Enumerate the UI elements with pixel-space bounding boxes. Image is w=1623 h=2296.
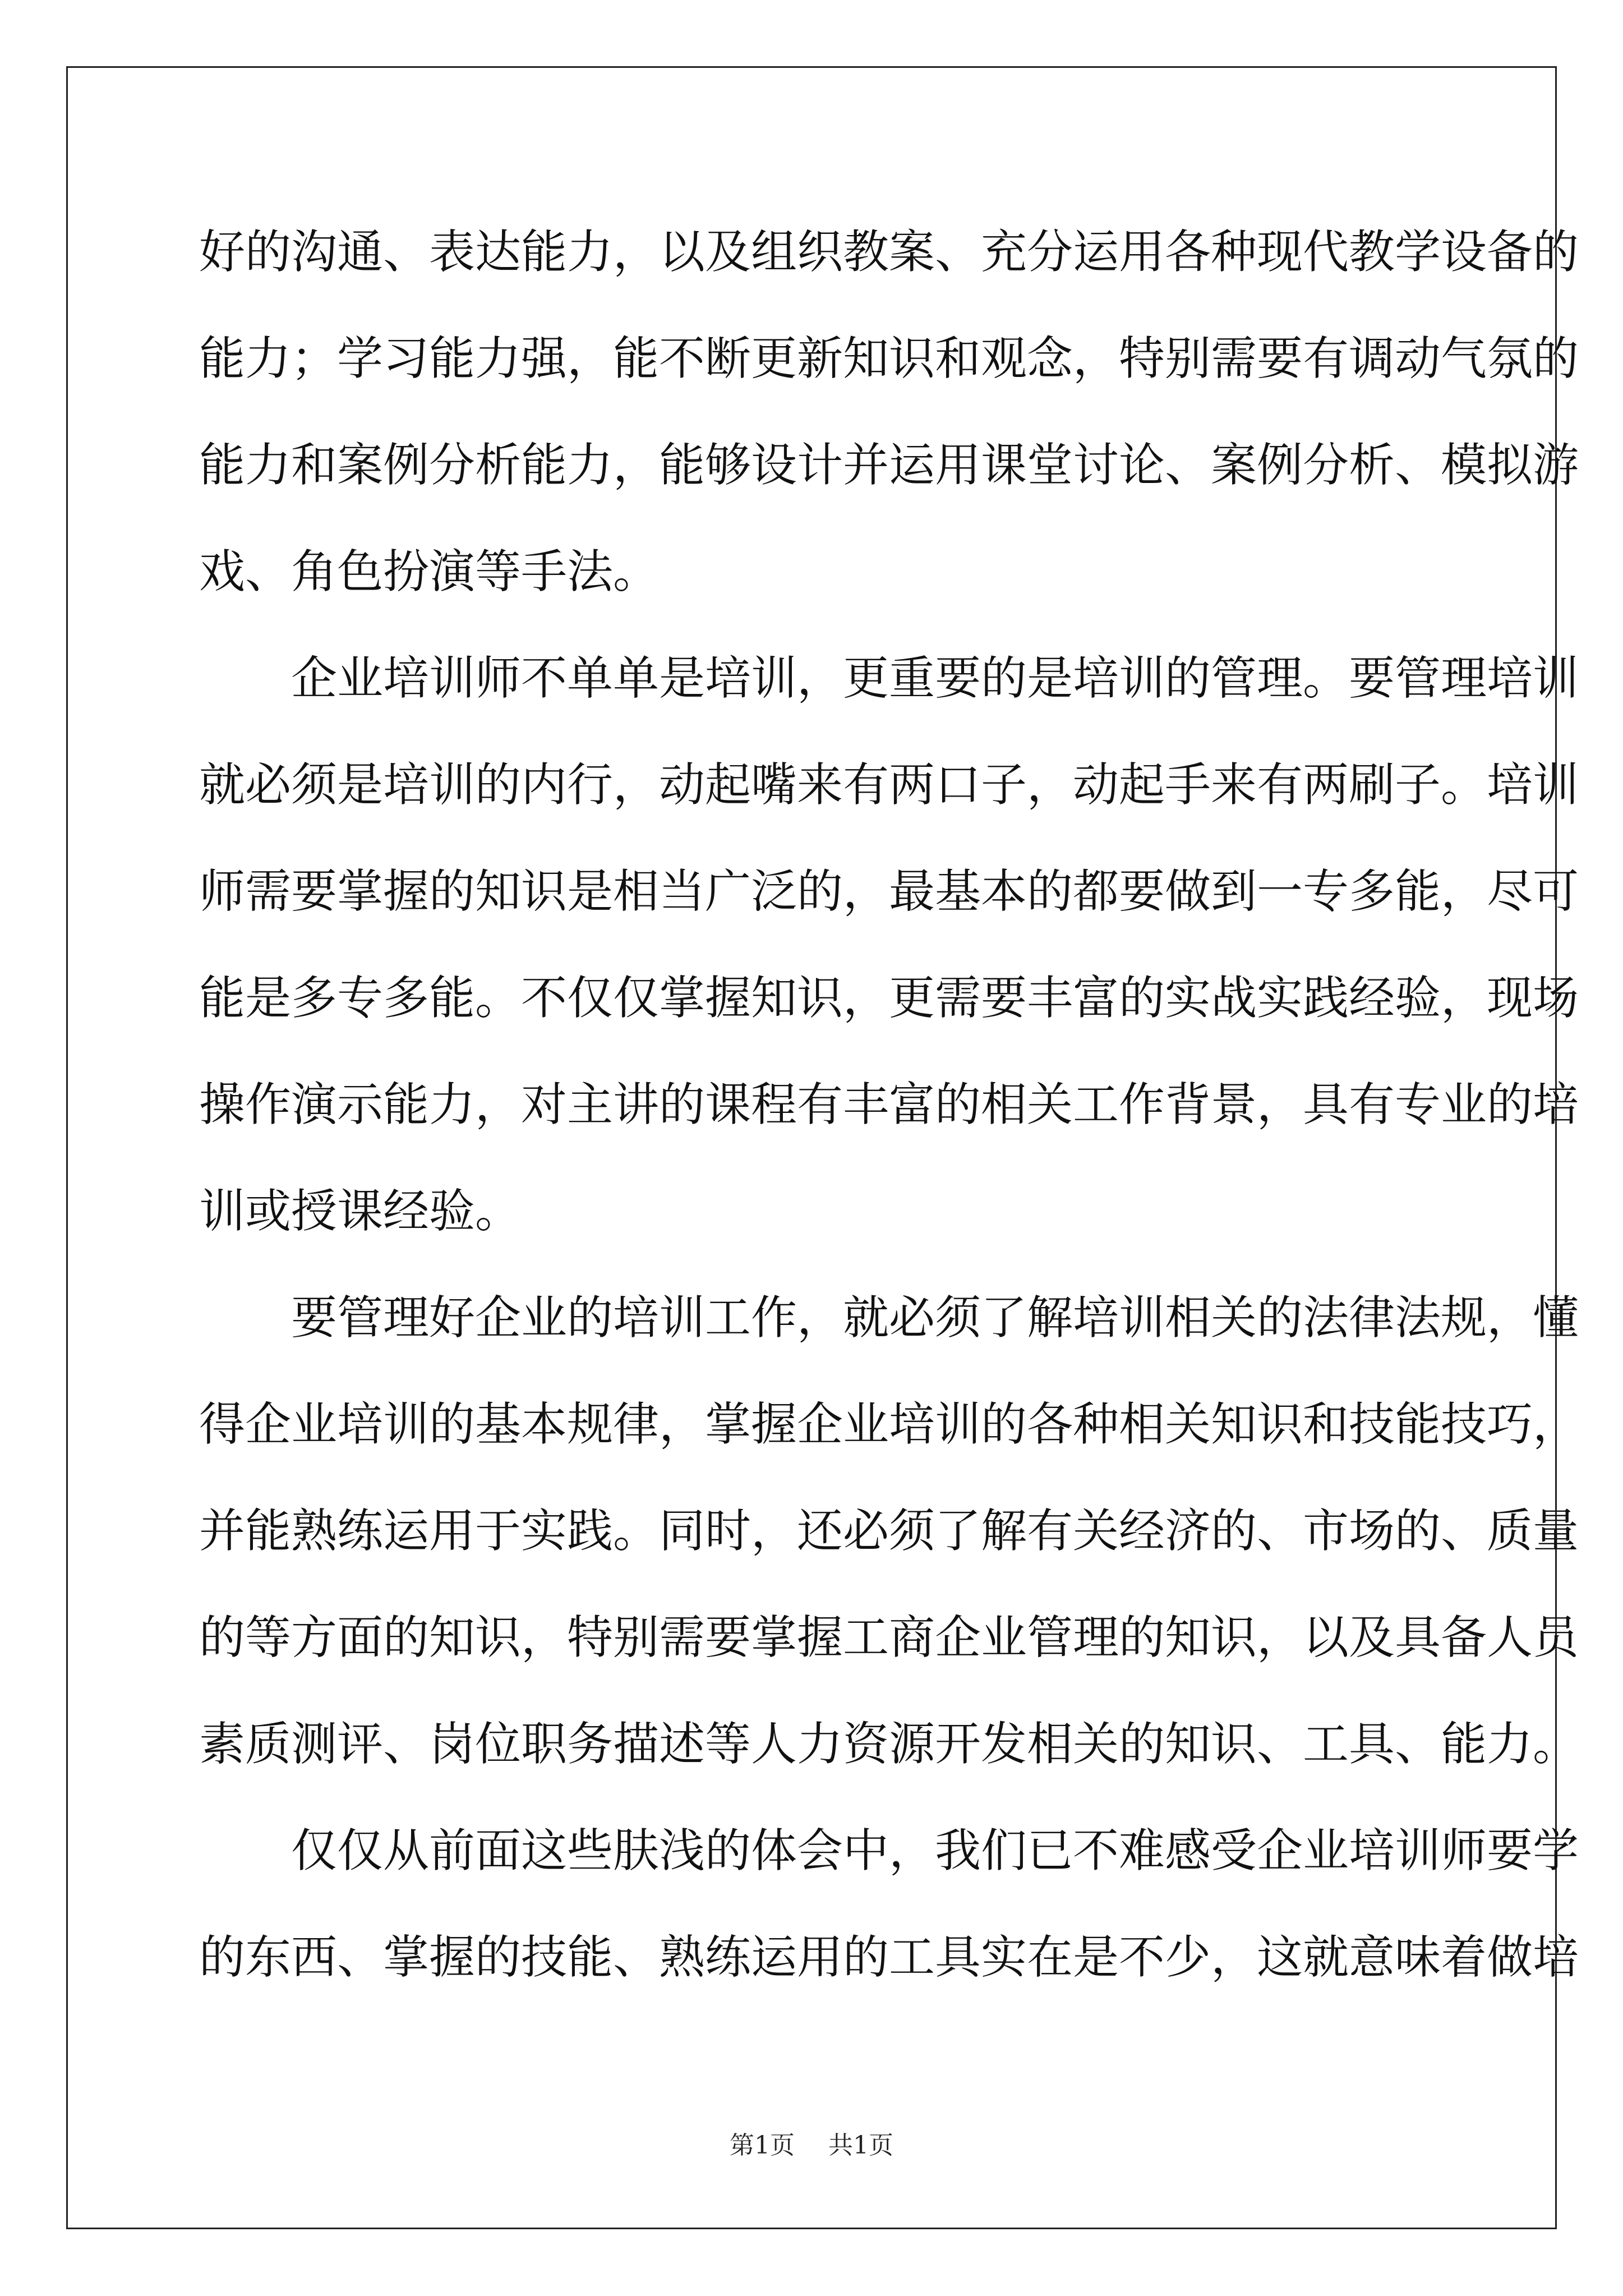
text-line: 能是多专多能。不仅仅掌握知识，更需要丰富的实战实践经验，现场 (199, 972, 1579, 1025)
text-line: 师需要掌握的知识是相当广泛的，最基本的都要做到一专多能，尽可 (199, 865, 1579, 918)
text-line: 的东西、掌握的技能、熟练运用的工具实在是不少，这就意味着做培 (199, 1931, 1579, 1984)
text-line: 并能熟练运用于实践。同时，还必须了解有关经济的、市场的、质量 (199, 1504, 1579, 1558)
text-line: 能力；学习能力强，能不断更新知识和观念，特别需要有调动气氛的 (199, 332, 1579, 385)
page-total: 共1页 (828, 2131, 893, 2160)
text-line: 要管理好企业的培训工作，就必须了解培训相关的法律法规，懂 (199, 1291, 1579, 1345)
text-line: 企业培训师不单单是培训，更重要的是培训的管理。要管理培训 (199, 652, 1579, 705)
page-number: 第1页 (730, 2131, 795, 2160)
text-line: 戏、角色扮演等手法。 (199, 545, 660, 599)
text-line: 能力和案例分析能力，能够设计并运用课堂讨论、案例分析、模拟游 (199, 439, 1579, 492)
text-line: 就必须是培训的内行，动起嘴来有两口子，动起手来有两刷子。培训 (199, 758, 1579, 812)
page-footer (0, 2129, 1623, 2162)
text-line: 好的沟通、表达能力，以及组织教案、充分运用各种现代教学设备的 (199, 226, 1579, 279)
text-line: 得企业培训的基本规律，掌握企业培训的各种相关知识和技能技巧， (199, 1398, 1579, 1451)
text-line: 训或授课经验。 (199, 1185, 522, 1238)
text-line: 的等方面的知识，特别需要掌握工商企业管理的知识，以及具备人员 (199, 1611, 1579, 1664)
text-line: 操作演示能力，对主讲的课程有丰富的相关工作背景，具有专业的培 (199, 1078, 1579, 1131)
document-body (199, 222, 1579, 2033)
text-line: 素质测评、岗位职务描述等人力资源开发相关的知识、工具、能力。 (199, 1718, 1579, 1771)
text-line: 仅仅从前面这些肤浅的体会中，我们已不难感受企业培训师要学 (199, 1824, 1579, 1878)
